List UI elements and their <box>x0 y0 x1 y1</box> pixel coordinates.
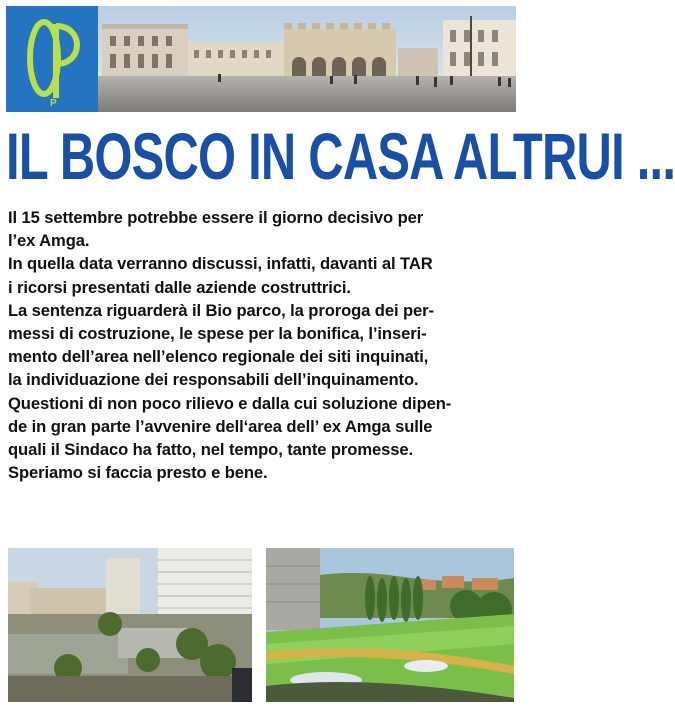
article-line: La sentenza riguarderà il Bio parco, la proroga dei per- <box>8 300 434 320</box>
bio-park-rendering <box>266 548 514 702</box>
article-line: l’ex Amga. <box>8 231 90 251</box>
article-line: quali il Sindaco ha fatto, nel tempo, tante promesse. <box>8 440 414 460</box>
headline: IL BOSCO IN CASA ALTRUI ... <box>6 119 675 193</box>
article-body <box>8 206 516 484</box>
svg-text:P: P <box>50 98 57 109</box>
op-logo-icon <box>6 6 98 112</box>
logo <box>6 6 98 112</box>
article-line: Speriamo si faccia presto e bene. <box>8 463 268 483</box>
article-line: In quella data verranno discussi, infatti, davanti al TAR <box>8 254 433 274</box>
piazza-photo <box>98 6 516 112</box>
article-line: de in gran parte l’avvenire dell‘area dell’ ex Amga sulle <box>8 416 433 436</box>
header-banner <box>6 6 516 112</box>
article-line: Questioni di non poco rilievo e dalla cui soluzione dipen- <box>8 393 452 413</box>
town-square-image <box>98 6 516 112</box>
park-rendering-image <box>266 548 514 702</box>
construction-site-image <box>8 548 252 702</box>
article-line: Il 15 settembre potrebbe essere il giorno decisivo per <box>8 208 424 227</box>
headline-block <box>0 108 675 204</box>
article-line: la individuazione dei responsabili dell’inquinamento. <box>8 370 419 390</box>
article-line: messi di costruzione, le spese per la bonifica, l’inseri- <box>8 324 427 344</box>
article-line: i ricorsi presentati dalle aziende costruttrici. <box>8 277 351 297</box>
article-line: mento dell’area nell’elenco regionale dei siti inquinati, <box>8 347 429 367</box>
construction-site-photo <box>8 548 252 702</box>
